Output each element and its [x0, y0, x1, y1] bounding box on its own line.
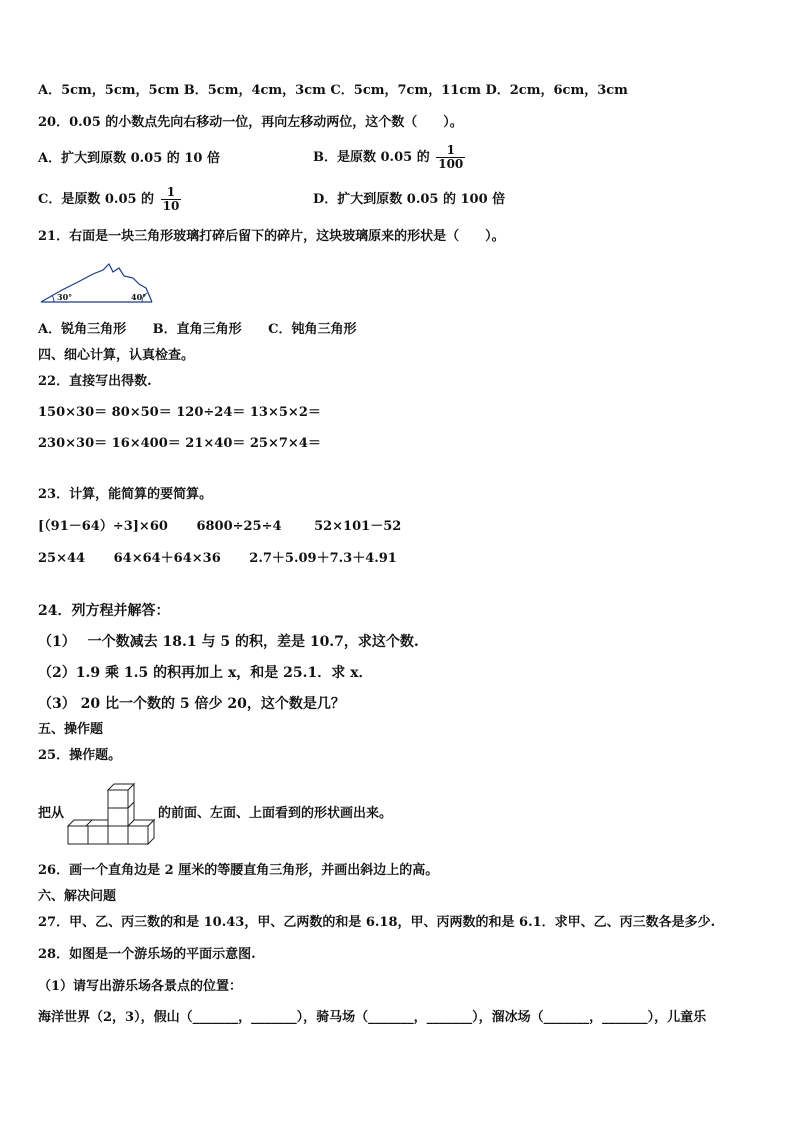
q28-position-line: 海洋世界（2，3），假山（_______，_______），骑马场（_______，_______），溜冰场（_______，_______），儿童乐	[38, 1010, 707, 1025]
fraction-denominator: 100	[438, 157, 464, 171]
fraction-numerator: 1	[161, 186, 182, 200]
q20-option-b-text: B．是原数 0.05 的	[313, 150, 430, 165]
q23-expr-3: 52×101－52	[314, 519, 402, 534]
q25-suffix: 的前面、左面、上面看到的形状画出来。	[158, 806, 393, 821]
q21-options	[38, 321, 357, 339]
q20-option-c-text: C．是原数 0.05 的	[38, 192, 155, 207]
section-4-heading: 四、细心计算，认真检查。	[38, 348, 195, 363]
q21-stem: 21．右面是一块三角形玻璃打碎后留下的碎片，这块玻璃原来的形状是（ ）。	[38, 229, 505, 244]
fraction-denominator: 10	[162, 199, 180, 213]
q20-option-c	[38, 180, 181, 220]
q25-stem: 25．操作题。	[38, 748, 122, 763]
q23-expr-1: [（91－64）÷3]×60	[38, 519, 168, 534]
glass-fragment-figure	[38, 262, 158, 306]
q24-part-2: （2）1.9 乘 1.5 的积再加上 x，和是 25.1．求 x．	[38, 665, 373, 681]
q21-option-c: C．钝角三角形	[268, 322, 357, 337]
q23-expr-2: 6800÷25÷4	[196, 519, 282, 534]
q24-stem: 24．列方程并解答：	[38, 603, 170, 619]
q23-expr-5: 64×64＋64×36	[113, 551, 221, 566]
q24-part-3: （3） 20 比一个数的 5 倍少 20，这个数是几？	[38, 696, 345, 712]
q22-row-1: 150×30＝ 80×50＝ 120÷24＝ 13×5×2＝	[38, 405, 321, 420]
q28-part-1: （1）请写出游乐场各景点的位置：	[38, 979, 243, 994]
q20-option-b-fraction	[436, 144, 465, 171]
q20-option-b	[313, 138, 465, 178]
q20-option-a: A．扩大到原数 0.05 的 10 倍	[38, 151, 220, 166]
q23-expr-4: 25×44	[38, 551, 86, 566]
q21-option-b: B．直角三角形	[152, 322, 242, 337]
angle-arc-left	[53, 296, 54, 302]
section-5-heading: 五、操作题	[38, 722, 104, 737]
q23-row-2	[38, 550, 397, 568]
section-6-heading: 六、解决问题	[38, 889, 117, 904]
q24-part-1: （1） 一个数减去 18.1 与 5 的积，差是 10.7，求这个数.	[38, 634, 419, 650]
q20-option-c-fraction	[161, 186, 182, 213]
q20-option-d: D．扩大到原数 0.05 的 100 倍	[313, 192, 506, 207]
q22-row-2: 230×30＝ 16×400＝ 21×40＝ 25×7×4＝	[38, 436, 321, 451]
q26-text: 26．画一个直角边是 2 厘米的等腰直角三角形，并画出斜边上的高。	[38, 863, 439, 878]
q27-text: 27．甲、乙、丙三数的和是 10.43，甲、乙两数的和是 6.18，甲、丙两数的和是 6.1．求甲、乙、丙三数各是多少.	[38, 915, 716, 930]
q28-stem: 28．如图是一个游乐场的平面示意图.	[38, 947, 256, 962]
q19-options: A．5cm，5cm，5cm B．5cm，4cm，3cm C．5cm，7cm，11cm D．2cm，6cm，3cm	[38, 83, 628, 98]
q21-option-a: A．锐角三角形	[38, 322, 127, 337]
q20-stem: 20．0.05 的小数点先向右移动一位，再向左移动两位，这个数（ ）。	[38, 115, 463, 130]
q22-stem: 22．直接写出得数.	[38, 374, 152, 389]
q23-expr-6: 2.7＋5.09＋7.3＋4.91	[249, 551, 397, 566]
angle-label-left: 30°	[57, 292, 73, 302]
fraction-numerator: 1	[436, 144, 465, 158]
cube-stack-figure	[66, 776, 158, 846]
q23-row-1	[38, 518, 401, 536]
q25-prefix: 把从	[38, 806, 65, 821]
angle-label-right: 40°	[131, 292, 147, 302]
q23-stem: 23．计算，能简算的要简算。	[38, 487, 213, 502]
